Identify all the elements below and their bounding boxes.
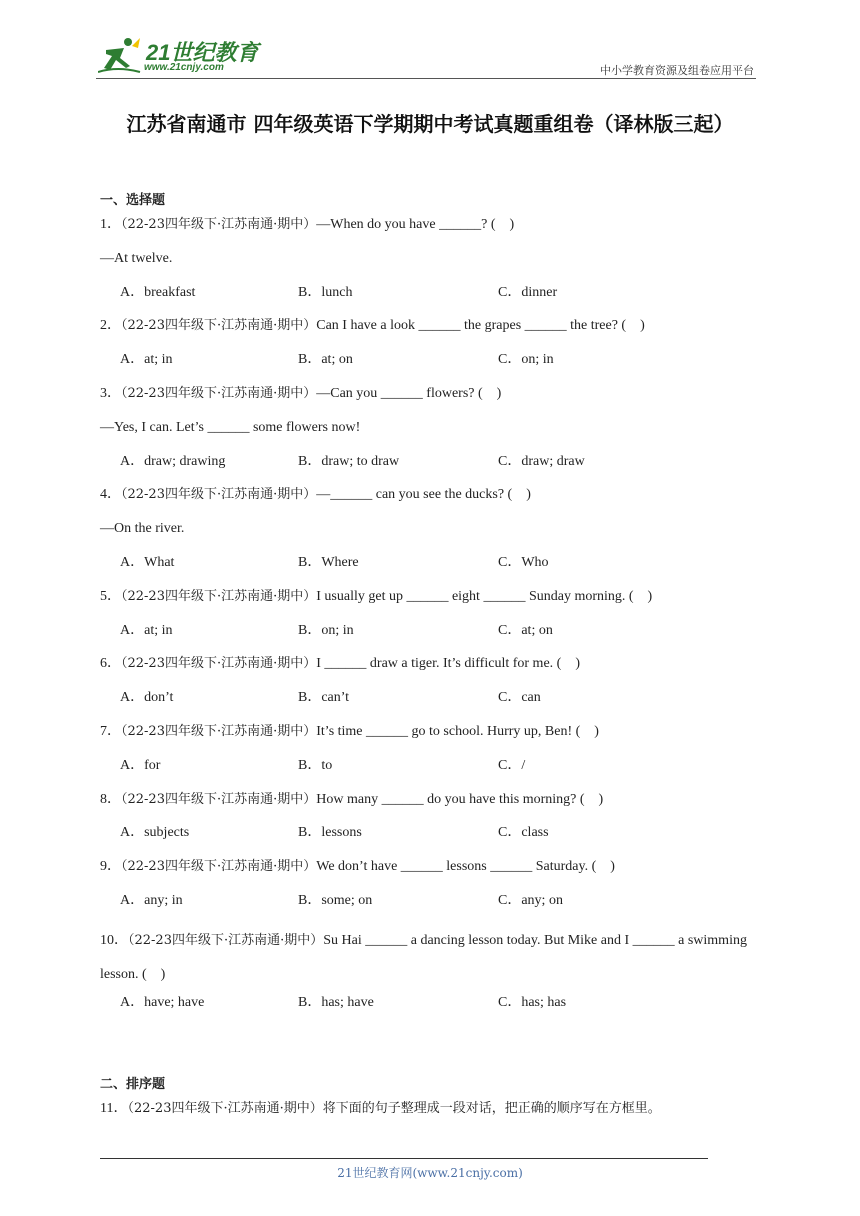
runner-logo-icon bbox=[98, 36, 142, 76]
question-source: （22-23四年级下·江苏南通·期中） bbox=[121, 385, 317, 401]
page-title: 江苏省南通市 四年级英语下学期期中考试真题重组卷（译林版三起） bbox=[126, 112, 734, 136]
option-a[interactable]: A．breakfast bbox=[120, 284, 196, 300]
question-source: （22-23四年级下·江苏南通·期中） bbox=[121, 217, 317, 232]
option-b[interactable]: B．draw; to draw bbox=[298, 453, 400, 469]
question-11 bbox=[100, 1098, 760, 1120]
answer-options bbox=[100, 890, 760, 924]
option-c[interactable]: C．Who bbox=[498, 554, 549, 570]
option-c[interactable]: C．draw; draw bbox=[498, 453, 585, 469]
question-text: Su Hai ______ a dancing lesson today. But Mike and I ______ a swimming lesson. ( ) bbox=[100, 932, 747, 982]
option-b[interactable]: B．at; on bbox=[298, 352, 353, 368]
question-reply: —On the river. bbox=[100, 521, 185, 537]
section-heading-choice: 一、选择题 bbox=[100, 193, 166, 208]
question-text: 将下面的句子整理成一段对话，把正确的顺序写在方框里。 bbox=[322, 1100, 661, 1116]
option-c[interactable]: C．can bbox=[498, 690, 541, 706]
option-c[interactable]: C．on; in bbox=[498, 352, 554, 368]
option-a[interactable]: A．have; have bbox=[120, 994, 205, 1010]
option-c[interactable]: C．at; on bbox=[498, 622, 553, 638]
question-8 bbox=[100, 789, 760, 823]
question-text: Can I have a look ______ the grapes ______ the tree? ( ) bbox=[316, 318, 645, 334]
question-10 bbox=[100, 924, 755, 992]
question-source: （22-23四年级下·江苏南通·期中） bbox=[121, 791, 317, 807]
question-2 bbox=[100, 315, 760, 349]
footer-divider bbox=[100, 1158, 708, 1159]
logo-text: 21世纪教育 bbox=[146, 40, 259, 65]
logo bbox=[98, 36, 268, 78]
option-a[interactable]: A．don’t bbox=[120, 690, 174, 706]
question-text: It’s time ______ go to school. Hurry up, Ben! ( ) bbox=[316, 723, 599, 739]
option-a[interactable]: A．for bbox=[120, 757, 161, 773]
option-b[interactable]: B．on; in bbox=[298, 622, 354, 638]
question-text: We don’t have ______ lessons ______ Saturday. ( ) bbox=[316, 859, 615, 875]
option-b[interactable]: B．lunch bbox=[298, 284, 353, 300]
header-platform-text: 中小学教育资源及组卷应用平台 bbox=[600, 64, 754, 77]
question-number: 11． bbox=[100, 1100, 128, 1116]
option-a[interactable]: A．What bbox=[120, 554, 175, 570]
question-number: 2． bbox=[100, 318, 121, 334]
question-6 bbox=[100, 653, 760, 687]
exam-content bbox=[100, 188, 760, 1120]
answer-options bbox=[100, 620, 760, 654]
option-a[interactable]: A．at; in bbox=[120, 352, 173, 368]
answer-options bbox=[100, 282, 760, 316]
section-gap bbox=[100, 1026, 760, 1072]
answer-options bbox=[100, 822, 760, 856]
question-source: （22-23四年级下·江苏南通·期中） bbox=[127, 1100, 323, 1116]
option-b[interactable]: B．lessons bbox=[298, 825, 362, 841]
question-source: （22-23四年级下·江苏南通·期中） bbox=[121, 318, 317, 334]
question-5 bbox=[100, 586, 760, 620]
answer-options bbox=[100, 992, 760, 1026]
answer-options bbox=[100, 552, 760, 586]
question-9 bbox=[100, 856, 760, 890]
answer-options bbox=[100, 755, 760, 789]
question-number: 8． bbox=[100, 791, 121, 807]
question-4 bbox=[100, 484, 760, 518]
option-c[interactable]: C．any; on bbox=[498, 892, 563, 908]
question-1 bbox=[100, 214, 760, 248]
question-text: —______ can you see the ducks? ( ) bbox=[316, 487, 531, 503]
option-a[interactable]: A．any; in bbox=[120, 892, 183, 908]
question-number: 7． bbox=[100, 723, 121, 739]
answer-options bbox=[100, 451, 760, 485]
option-c[interactable]: C．class bbox=[498, 825, 549, 841]
option-b[interactable]: B．to bbox=[298, 757, 333, 773]
question-3 bbox=[100, 383, 760, 417]
question-source: （22-23四年级下·江苏南通·期中） bbox=[121, 859, 317, 875]
header-divider bbox=[96, 78, 756, 79]
question-7 bbox=[100, 721, 760, 755]
question-source: （22-23四年级下·江苏南通·期中） bbox=[121, 588, 317, 604]
question-number: 6． bbox=[100, 656, 121, 672]
question-number: 9． bbox=[100, 859, 121, 875]
option-c[interactable]: C．/ bbox=[498, 757, 526, 773]
question-text: —Can you ______ flowers? ( ) bbox=[316, 385, 502, 401]
question-text: —When do you have ______? ( ) bbox=[316, 217, 515, 232]
option-c[interactable]: C．has; has bbox=[498, 994, 567, 1010]
logo-url: www.21cnjy.com bbox=[144, 62, 224, 73]
option-a[interactable]: A．draw; drawing bbox=[120, 453, 226, 469]
question-source: （22-23四年级下·江苏南通·期中） bbox=[121, 487, 317, 503]
option-c[interactable]: C．dinner bbox=[498, 284, 558, 300]
question-number: 1． bbox=[100, 217, 121, 232]
answer-options bbox=[100, 349, 760, 383]
option-b[interactable]: B．has; have bbox=[298, 994, 374, 1010]
question-source: （22-23四年级下·江苏南通·期中） bbox=[128, 932, 324, 948]
option-a[interactable]: A．at; in bbox=[120, 622, 173, 638]
question-number: 3． bbox=[100, 385, 121, 401]
question-text: I ______ draw a tiger. It’s difficult for me. ( ) bbox=[316, 656, 580, 672]
question-reply: —At twelve. bbox=[100, 250, 173, 266]
question-number: 5． bbox=[100, 588, 121, 604]
page-header bbox=[0, 0, 860, 80]
option-b[interactable]: B．some; on bbox=[298, 892, 373, 908]
question-number: 10． bbox=[100, 932, 128, 948]
question-list bbox=[100, 214, 760, 1026]
question-source: （22-23四年级下·江苏南通·期中） bbox=[121, 723, 317, 739]
footer-text: 21世纪教育网(www.21cnjy.com) bbox=[337, 1166, 523, 1180]
option-b[interactable]: B．can’t bbox=[298, 690, 350, 706]
section-heading-order: 二、排序题 bbox=[100, 1076, 166, 1092]
option-b[interactable]: B．Where bbox=[298, 554, 359, 570]
question-text: How many ______ do you have this morning? ( ) bbox=[316, 791, 604, 807]
question-number: 4． bbox=[100, 487, 121, 503]
question-text: I usually get up ______ eight ______ Sunday morning. ( ) bbox=[316, 588, 653, 604]
answer-options bbox=[100, 687, 760, 721]
question-reply: —Yes, I can. Let’s ______ some flowers now! bbox=[100, 419, 361, 435]
option-a[interactable]: A．subjects bbox=[120, 825, 190, 841]
question-source: （22-23四年级下·江苏南通·期中） bbox=[121, 656, 317, 672]
